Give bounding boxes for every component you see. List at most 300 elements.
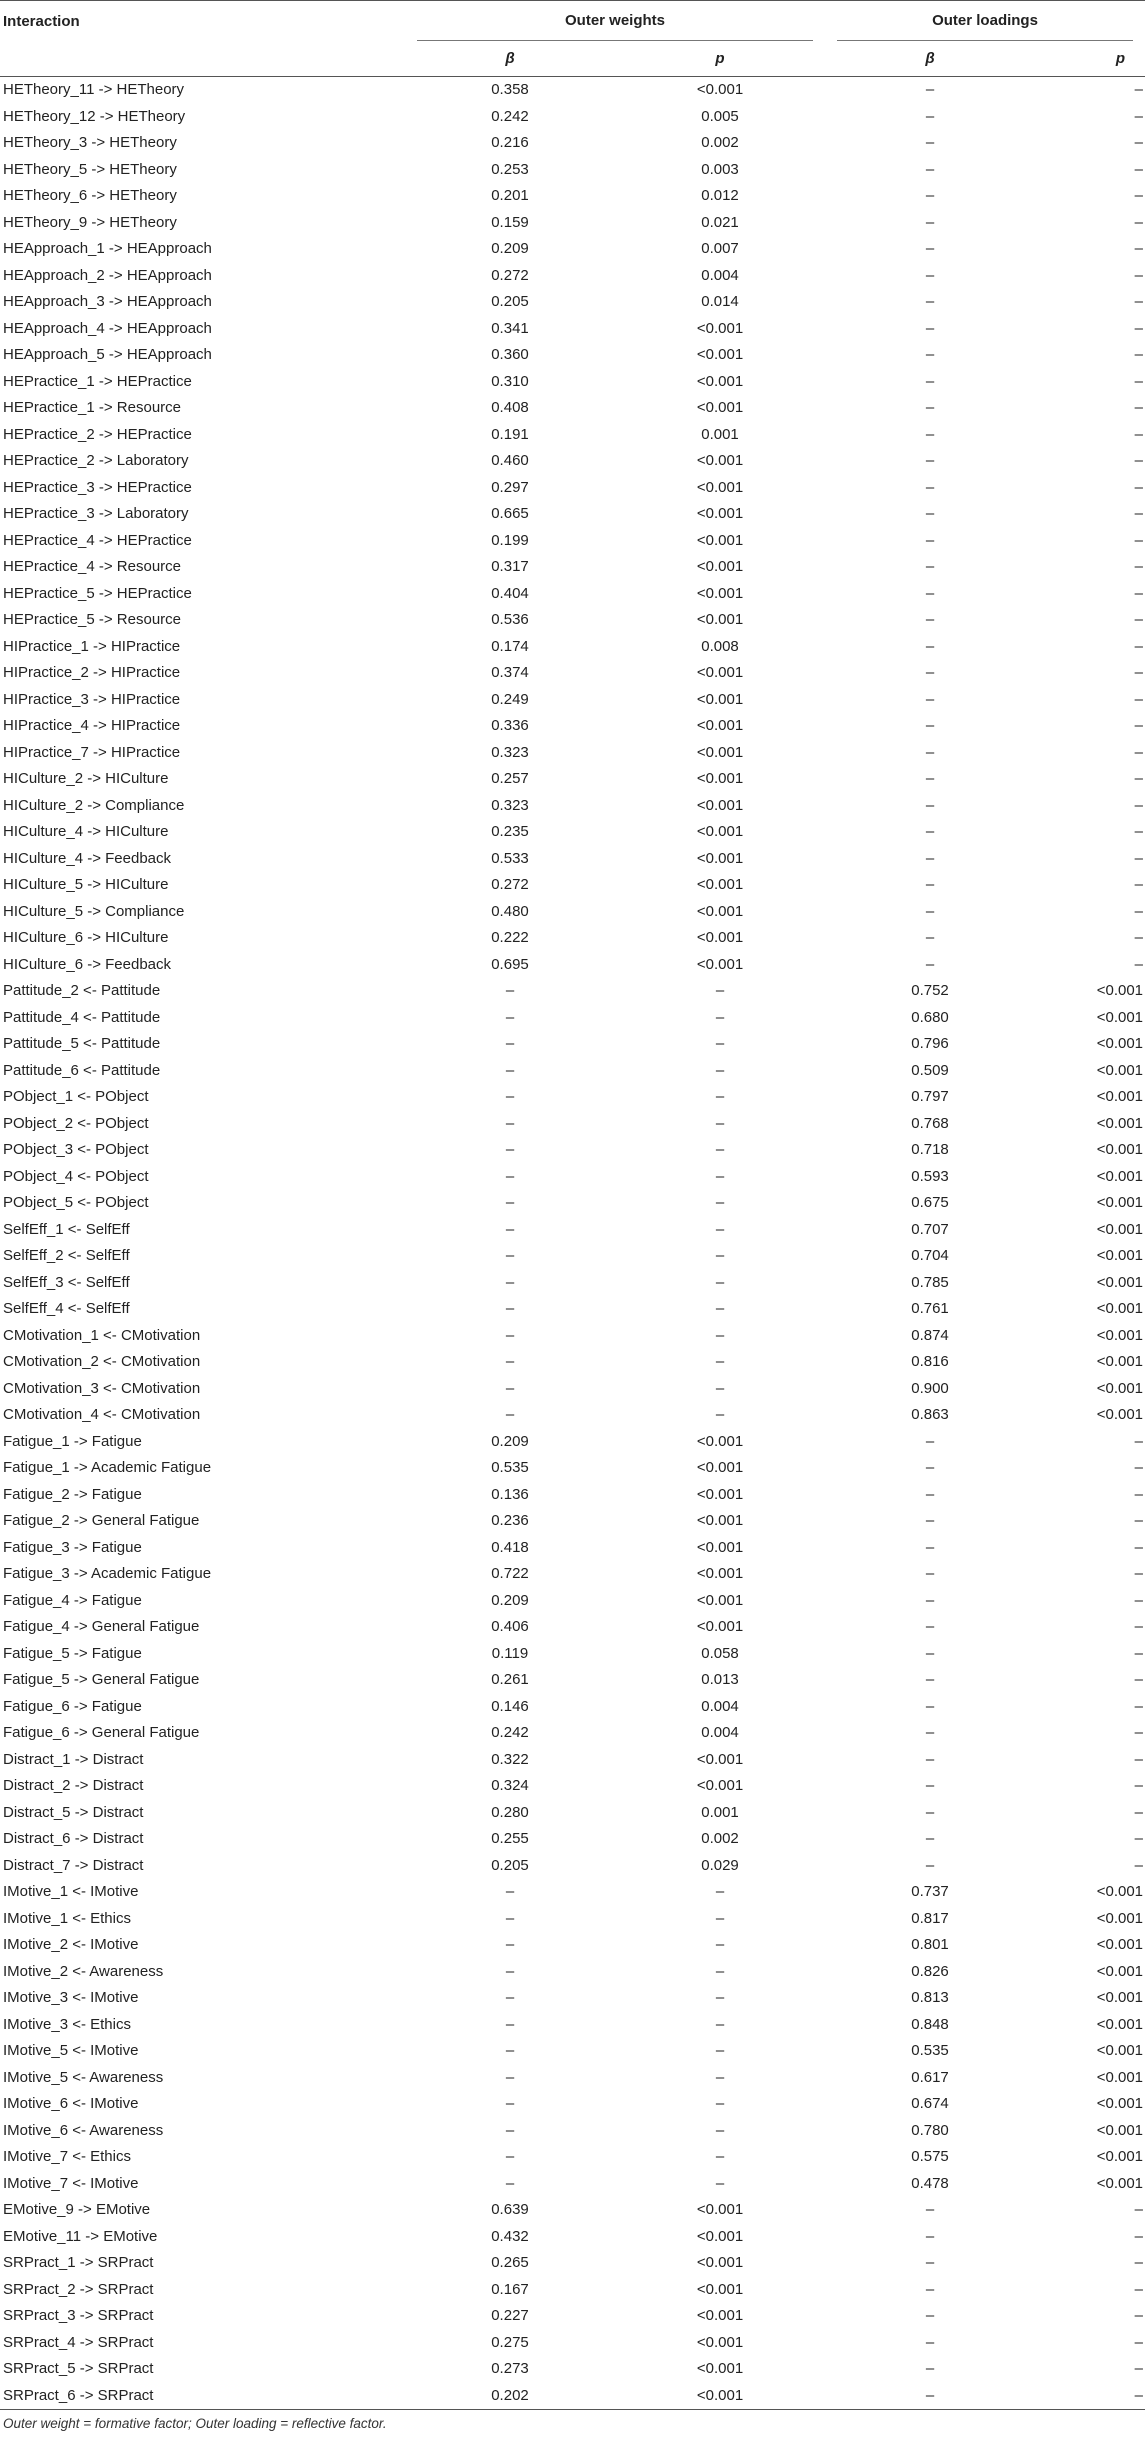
interaction-cell: IMotive_7 <- IMotive	[3, 2174, 139, 2192]
outer-weight-beta-cell: 0.257	[491, 770, 529, 787]
outer-loading-p-cell: –	[1134, 929, 1144, 946]
outer-loading-beta-cell: 0.826	[911, 1962, 949, 1980]
outer-weight-beta-cell: 0.324	[491, 1777, 529, 1794]
outer-weight-beta-cell: 0.159	[491, 213, 529, 231]
table-row	[0, 1376, 1145, 1403]
table-row	[0, 925, 1145, 952]
outer-weight-beta-cell: 0.227	[491, 2307, 529, 2324]
table-row	[0, 2144, 1145, 2171]
outer-weight-p-cell: –	[715, 1406, 725, 1423]
table-row	[0, 1482, 1145, 1509]
table-row	[0, 1773, 1145, 1800]
outer-weight-p-cell: 0.013	[701, 1671, 739, 1688]
interaction-cell: CMotivation_2 <- CMotivation	[3, 1353, 201, 1370]
outer-loading-beta-cell: –	[925, 558, 935, 575]
interaction-cell: HEApproach_1 -> HEApproach	[3, 240, 212, 257]
outer-loading-p-cell: –	[1134, 849, 1144, 867]
outer-weight-beta-cell: 0.136	[491, 1485, 529, 1503]
table-row	[0, 660, 1145, 687]
interaction-cell: HEApproach_4 -> HEApproach	[3, 319, 212, 337]
table-row	[0, 1084, 1145, 1111]
outer-weight-beta-cell: –	[505, 1989, 515, 2006]
outer-loading-p-cell: –	[1134, 531, 1144, 549]
outer-loading-beta-cell: –	[925, 160, 935, 178]
outer-weight-p-cell: –	[715, 1247, 725, 1264]
outer-weight-beta-cell: –	[505, 2148, 515, 2165]
outer-loading-p-cell: –	[1134, 478, 1144, 496]
table-row	[0, 1694, 1145, 1721]
outer-loading-p-cell: <0.001	[1096, 1035, 1144, 1052]
outer-weight-p-cell: <0.001	[696, 346, 744, 363]
outer-weight-p-cell: 0.004	[701, 1724, 739, 1741]
table-row	[0, 236, 1145, 263]
interaction-cell: HEPractice_2 -> HEPractice	[3, 425, 192, 443]
outer-weight-beta-cell: 0.191	[491, 425, 529, 443]
table-row	[0, 1429, 1145, 1456]
table-row	[0, 1349, 1145, 1376]
outer-weight-beta-cell: 0.209	[491, 240, 529, 257]
interaction-cell: EMotive_9 -> EMotive	[3, 2201, 151, 2218]
table-row	[0, 157, 1145, 184]
outer-weight-p-cell: <0.001	[696, 2333, 744, 2351]
interaction-cell: SRPract_5 -> SRPract	[3, 2360, 154, 2377]
interaction-cell: HEPractice_5 -> Resource	[3, 611, 181, 628]
outer-weight-beta-cell: 0.249	[491, 690, 529, 708]
interaction-cell: HICulture_2 -> HICulture	[3, 770, 169, 787]
outer-loading-beta-cell: –	[925, 1459, 935, 1476]
table-row	[0, 2091, 1145, 2118]
table-row	[0, 581, 1145, 608]
outer-loading-beta-cell: –	[925, 743, 935, 761]
outer-loading-p-cell: –	[1134, 1856, 1144, 1874]
outer-weight-beta-cell: –	[505, 1141, 515, 1158]
outer-loading-beta-cell: 0.680	[911, 1008, 949, 1026]
outer-weight-beta-cell: –	[505, 1936, 515, 1953]
outer-loading-beta-cell: –	[925, 584, 935, 602]
loadings-p-header: p	[1035, 41, 1145, 77]
table-row	[0, 793, 1145, 820]
table-row	[0, 1641, 1145, 1668]
outer-loading-beta-cell: 0.718	[911, 1141, 949, 1158]
outer-weight-p-cell: <0.001	[696, 2307, 744, 2324]
outer-loading-p-cell: –	[1134, 1644, 1144, 1662]
table-row	[0, 1243, 1145, 1270]
outer-loading-p-cell: –	[1134, 107, 1144, 125]
outer-weight-p-cell: <0.001	[696, 2360, 744, 2377]
outer-weight-p-cell: <0.001	[696, 1459, 744, 1476]
outer-loading-p-cell: –	[1134, 1803, 1144, 1821]
interaction-cell: SelfEff_2 <- SelfEff	[3, 1247, 130, 1264]
outer-loading-beta-cell: –	[925, 611, 935, 628]
outer-loading-p-cell: –	[1134, 876, 1144, 893]
outer-weight-p-cell: 0.002	[701, 1830, 739, 1847]
outer-weight-beta-cell: 0.265	[491, 2254, 529, 2271]
outer-loading-beta-cell: 0.761	[911, 1300, 949, 1317]
table-row	[0, 1402, 1145, 1429]
outer-weight-beta-cell: 0.408	[491, 399, 529, 416]
outer-loading-beta-cell: –	[925, 1856, 935, 1874]
outer-weight-beta-cell: 0.432	[491, 2227, 529, 2245]
outer-weight-p-cell: –	[715, 1909, 725, 1927]
outer-weight-beta-cell: 0.418	[491, 1538, 529, 1556]
outer-loading-beta-cell: 0.575	[911, 2148, 949, 2165]
table-row	[0, 2356, 1145, 2383]
outer-loading-beta-cell: 0.817	[911, 1909, 949, 1927]
outer-weight-beta-cell: 0.404	[491, 584, 529, 602]
outer-weight-p-cell: <0.001	[696, 372, 744, 390]
outer-loading-beta-cell: –	[925, 81, 935, 98]
interaction-cell: PObject_4 <- PObject	[3, 1167, 149, 1185]
outer-loading-p-cell: <0.001	[1096, 982, 1144, 999]
outer-weight-p-cell: <0.001	[696, 849, 744, 867]
outer-weight-p-cell: <0.001	[696, 584, 744, 602]
outer-loading-beta-cell: –	[925, 266, 935, 284]
outer-weight-beta-cell: 0.480	[491, 902, 529, 920]
interaction-cell: HEPractice_4 -> Resource	[3, 558, 181, 575]
outer-loading-p-cell: <0.001	[1096, 1300, 1144, 1317]
outer-loading-p-cell: –	[1134, 372, 1144, 390]
interaction-cell: CMotivation_1 <- CMotivation	[3, 1326, 201, 1344]
outer-weight-beta-cell: 0.665	[491, 505, 529, 522]
table-row	[0, 2250, 1145, 2277]
outer-weight-beta-cell: 0.533	[491, 849, 529, 867]
interaction-cell: HEApproach_3 -> HEApproach	[3, 293, 212, 310]
outer-loading-beta-cell: 0.675	[911, 1194, 949, 1211]
outer-loading-p-cell: <0.001	[1096, 1883, 1144, 1900]
outer-loading-beta-cell: 0.780	[911, 2121, 949, 2139]
outer-weight-p-cell: –	[715, 1220, 725, 1238]
outer-loading-p-cell: –	[1134, 240, 1144, 257]
outer-loading-beta-cell: –	[925, 796, 935, 814]
outer-loading-p-cell: <0.001	[1096, 1194, 1144, 1211]
outer-weight-p-cell: –	[715, 1008, 725, 1026]
outer-loading-p-cell: –	[1134, 1724, 1144, 1741]
outer-weight-beta-cell: –	[505, 1909, 515, 1927]
outer-weight-p-cell: <0.001	[696, 1565, 744, 1582]
outer-weight-beta-cell: 0.205	[491, 293, 529, 310]
outer-weight-p-cell: –	[715, 2148, 725, 2165]
table-row	[0, 2012, 1145, 2039]
outer-loading-beta-cell: –	[925, 1618, 935, 1635]
interaction-cell: IMotive_1 <- Ethics	[3, 1909, 131, 1927]
outer-weight-beta-cell: 0.216	[491, 134, 529, 151]
interaction-cell: HETheory_9 -> HETheory	[3, 213, 177, 231]
outer-loading-p-cell: <0.001	[1096, 1353, 1144, 1370]
outer-loading-beta-cell: –	[925, 690, 935, 708]
table-row	[0, 1111, 1145, 1138]
outer-loading-beta-cell: –	[925, 1644, 935, 1662]
outer-loading-p-cell: <0.001	[1096, 1406, 1144, 1423]
outer-weight-p-cell: –	[715, 2015, 725, 2033]
outer-weight-p-cell: 0.014	[701, 293, 739, 310]
outer-weight-p-cell: –	[715, 1167, 725, 1185]
outer-loading-beta-cell: –	[925, 1512, 935, 1529]
outer-loading-p-cell: –	[1134, 584, 1144, 602]
outer-weight-beta-cell: 0.273	[491, 2360, 529, 2377]
outer-weight-p-cell: <0.001	[696, 399, 744, 416]
table-row	[0, 1800, 1145, 1827]
outer-loading-beta-cell: –	[925, 929, 935, 946]
outer-loading-beta-cell: –	[925, 1565, 935, 1582]
outer-weight-p-cell: 0.005	[701, 107, 739, 125]
outer-loading-p-cell: –	[1134, 187, 1144, 204]
outer-weight-p-cell: 0.021	[701, 213, 739, 231]
outer-loading-p-cell: –	[1134, 2360, 1144, 2377]
interaction-cell: HEPractice_3 -> HEPractice	[3, 478, 192, 496]
outer-loading-p-cell: –	[1134, 425, 1144, 443]
table-row	[0, 1031, 1145, 1058]
outer-weight-beta-cell: 0.272	[491, 876, 529, 893]
outer-loading-beta-cell: 0.848	[911, 2015, 949, 2033]
outer-weight-p-cell: <0.001	[696, 796, 744, 814]
outer-loading-beta-cell: –	[925, 2227, 935, 2245]
outer-loading-beta-cell: –	[925, 2201, 935, 2218]
outer-loading-beta-cell: –	[925, 1750, 935, 1768]
table-row	[0, 2197, 1145, 2224]
outer-loading-p-cell: <0.001	[1096, 1962, 1144, 1980]
table-row	[0, 448, 1145, 475]
outer-weight-p-cell: <0.001	[696, 505, 744, 522]
outer-loading-beta-cell: 0.816	[911, 1353, 949, 1370]
blank-header-cell	[0, 41, 405, 77]
interaction-cell: IMotive_3 <- Ethics	[3, 2015, 131, 2033]
outer-weight-beta-cell: –	[505, 1008, 515, 1026]
interaction-cell: IMotive_2 <- Awareness	[3, 1962, 164, 1980]
outer-weight-p-cell: <0.001	[696, 2227, 744, 2245]
outer-weight-p-cell: <0.001	[696, 717, 744, 734]
weights-beta-header: β	[405, 41, 615, 77]
outer-loading-p-cell: <0.001	[1096, 1088, 1144, 1105]
outer-weight-beta-cell: 0.261	[491, 1671, 529, 1688]
interaction-cell: Fatigue_4 -> Fatigue	[3, 1591, 142, 1609]
interaction-cell: Distract_5 -> Distract	[3, 1803, 144, 1821]
outer-weight-p-cell: <0.001	[696, 664, 744, 681]
outer-loading-p-cell: –	[1134, 1830, 1144, 1847]
outer-loading-beta-cell: 0.535	[911, 2042, 949, 2059]
outer-loading-beta-cell: –	[925, 399, 935, 416]
interaction-cell: SRPract_3 -> SRPract	[3, 2307, 154, 2324]
table-header	[0, 1, 1145, 77]
outer-weight-beta-cell: 0.174	[491, 637, 529, 655]
outer-loading-beta-cell: –	[925, 452, 935, 469]
outer-loading-beta-cell: –	[925, 1777, 935, 1794]
table-row	[0, 819, 1145, 846]
outer-loading-p-cell: –	[1134, 2333, 1144, 2351]
outer-loading-p-cell: –	[1134, 558, 1144, 575]
outer-loading-p-cell: –	[1134, 266, 1144, 284]
outer-weight-p-cell: <0.001	[696, 2280, 744, 2298]
interaction-cell: HEPractice_1 -> Resource	[3, 399, 181, 416]
table-row	[0, 1535, 1145, 1562]
outer-loading-p-cell: <0.001	[1096, 2042, 1144, 2059]
outer-weight-beta-cell: 0.202	[405, 2383, 615, 2410]
outer-loading-beta-cell: 0.737	[911, 1883, 949, 1900]
loadings-beta-header: β	[825, 41, 1035, 77]
table-row	[0, 1614, 1145, 1641]
outer-weight-p-cell: <0.001	[696, 955, 744, 973]
table-body	[0, 77, 1145, 2410]
interaction-cell: HEApproach_2 -> HEApproach	[3, 266, 212, 284]
interaction-cell: Pattitude_5 <- Pattitude	[3, 1035, 161, 1052]
table-row	[0, 554, 1145, 581]
outer-weight-p-cell: <0.001	[696, 823, 744, 840]
outer-loading-p-cell: –	[1134, 1777, 1144, 1794]
outer-weight-beta-cell: –	[505, 2095, 515, 2112]
interaction-cell: HEApproach_5 -> HEApproach	[3, 346, 212, 363]
outer-loading-p-cell: –	[1134, 1485, 1144, 1503]
weights-p-header: p	[615, 41, 825, 77]
outer-weight-p-cell: <0.001	[696, 690, 744, 708]
outer-weight-beta-cell: 0.280	[491, 1803, 529, 1821]
outer-weight-p-cell: <0.001	[696, 929, 744, 946]
table-row	[0, 1005, 1145, 1032]
outer-weight-beta-cell: –	[505, 1088, 515, 1105]
outer-loading-beta-cell: –	[925, 1671, 935, 1688]
interaction-cell: IMotive_1 <- IMotive	[3, 1883, 139, 1900]
outer-loading-p-cell: <0.001	[1096, 1379, 1144, 1397]
table-row	[0, 528, 1145, 555]
outer-loading-p-cell: –	[1134, 770, 1144, 787]
interaction-cell: HETheory_6 -> HETheory	[3, 187, 177, 204]
outer-loading-p-cell: –	[1134, 955, 1144, 973]
outer-loading-beta-cell: –	[925, 293, 935, 310]
outer-loading-p-cell: –	[1134, 1618, 1144, 1635]
outer-loading-beta-cell: 0.797	[911, 1088, 949, 1105]
interaction-cell: HICulture_5 -> HICulture	[3, 876, 169, 893]
outer-loading-beta-cell: –	[925, 955, 935, 973]
outer-loading-beta-cell: 0.752	[911, 982, 949, 999]
outer-weight-p-cell: <0.001	[696, 1618, 744, 1635]
outer-weight-p-cell: –	[715, 1353, 725, 1370]
table-row	[0, 475, 1145, 502]
outer-weight-p-cell: <0.001	[696, 2254, 744, 2271]
outer-weight-beta-cell: 0.336	[491, 717, 529, 734]
outer-loading-p-cell: <0.001	[1096, 2015, 1144, 2033]
outer-weight-beta-cell: –	[505, 1379, 515, 1397]
outer-weight-beta-cell: 0.317	[491, 558, 529, 575]
outer-weight-beta-cell: –	[505, 1300, 515, 1317]
outer-loading-p-cell: –	[1134, 1538, 1144, 1556]
outer-loading-p-cell: –	[1134, 399, 1144, 416]
outer-loading-beta-cell: –	[925, 134, 935, 151]
outer-loading-beta-cell: 0.617	[911, 2068, 949, 2086]
outer-loading-beta-cell: –	[925, 505, 935, 522]
interaction-cell: HETheory_3 -> HETheory	[3, 134, 177, 151]
outer-loading-p-cell: <0.001	[1096, 1220, 1144, 1238]
outer-loading-p-cell: –	[1134, 1459, 1144, 1476]
interaction-cell: PObject_1 <- PObject	[3, 1088, 149, 1105]
outer-loading-beta-cell: –	[925, 1432, 935, 1450]
outer-weight-p-cell: 0.058	[701, 1644, 739, 1662]
table-row	[0, 210, 1145, 237]
interaction-cell: SRPract_6 -> SRPract	[0, 2383, 405, 2410]
outer-weight-p-cell: –	[715, 1962, 725, 1980]
outer-weight-beta-cell: 0.235	[491, 823, 529, 840]
outer-weight-beta-cell: –	[505, 1220, 515, 1238]
interaction-cell: IMotive_5 <- Awareness	[3, 2068, 164, 2086]
table-row	[0, 2118, 1145, 2145]
outer-loading-beta-cell: –	[825, 2383, 1035, 2410]
outer-weight-beta-cell: 0.253	[491, 160, 529, 178]
table-row	[0, 899, 1145, 926]
table-row	[0, 687, 1145, 714]
interaction-cell: HICulture_4 -> Feedback	[3, 849, 172, 867]
table-row	[0, 316, 1145, 343]
outer-weight-beta-cell: –	[505, 1167, 515, 1185]
outer-weight-beta-cell: 0.639	[491, 2201, 529, 2218]
outer-loading-beta-cell: –	[925, 717, 935, 734]
outer-weight-p-cell: –	[715, 1114, 725, 1132]
interaction-cell: IMotive_6 <- IMotive	[3, 2095, 139, 2112]
outer-weight-p-cell: <0.001	[696, 2201, 744, 2218]
outer-weight-beta-cell: 0.323	[491, 743, 529, 761]
interaction-cell: SRPract_1 -> SRPract	[3, 2254, 154, 2271]
outer-weight-p-cell: –	[715, 1936, 725, 1953]
interaction-cell: Distract_6 -> Distract	[3, 1830, 144, 1847]
outer-loading-p-cell: <0.001	[1096, 1247, 1144, 1264]
interaction-cell: SRPract_2 -> SRPract	[3, 2280, 154, 2298]
outer-loading-beta-cell: 0.704	[911, 1247, 949, 1264]
outer-weight-p-cell: –	[715, 1273, 725, 1291]
outer-weight-beta-cell: 0.358	[491, 81, 529, 98]
table-row	[0, 77, 1145, 104]
outer-loading-p-cell: –	[1134, 796, 1144, 814]
outer-loading-p-cell: –	[1134, 2280, 1144, 2298]
outer-loading-beta-cell: –	[925, 1591, 935, 1609]
interaction-cell: Fatigue_3 -> Academic Fatigue	[3, 1565, 212, 1582]
interaction-cell: HETheory_12 -> HETheory	[3, 107, 186, 125]
interaction-cell: HEPractice_5 -> HEPractice	[3, 584, 192, 602]
table-row	[0, 289, 1145, 316]
outer-loading-beta-cell: –	[925, 531, 935, 549]
table-row	[0, 2038, 1145, 2065]
outer-weight-beta-cell: 0.406	[491, 1618, 529, 1635]
outer-weight-p-cell: <0.001	[696, 902, 744, 920]
outer-loading-p-cell: –	[1134, 505, 1144, 522]
interaction-cell: Pattitude_2 <- Pattitude	[3, 982, 161, 999]
outer-weight-beta-cell: –	[505, 2121, 515, 2139]
table-row	[0, 1561, 1145, 1588]
table-row	[0, 740, 1145, 767]
table-row	[0, 1058, 1145, 1085]
outer-weight-p-cell: <0.001	[696, 1750, 744, 1768]
table-row	[0, 1217, 1145, 1244]
outer-loading-p-cell: –	[1134, 637, 1144, 655]
table-row	[0, 634, 1145, 661]
outer-weight-beta-cell: –	[505, 1114, 515, 1132]
table-row	[0, 1455, 1145, 1482]
outer-loading-p-cell: –	[1134, 81, 1144, 98]
interaction-cell: HEPractice_4 -> HEPractice	[3, 531, 192, 549]
outer-weight-p-cell: 0.012	[701, 187, 739, 204]
outer-loading-p-cell: –	[1134, 2254, 1144, 2271]
outer-loading-beta-cell: –	[925, 2254, 935, 2271]
interaction-cell: Fatigue_3 -> Fatigue	[3, 1538, 142, 1556]
outer-loading-beta-cell: 0.478	[911, 2174, 949, 2192]
outer-weight-beta-cell: –	[505, 1035, 515, 1052]
interaction-cell: HIPractice_7 -> HIPractice	[3, 743, 181, 761]
interaction-cell: Fatigue_5 -> General Fatigue	[3, 1671, 200, 1688]
outer-weight-p-cell: 0.007	[701, 240, 739, 257]
interaction-cell: Fatigue_6 -> Fatigue	[3, 1697, 142, 1715]
outer-loading-p-cell: <0.001	[1096, 1114, 1144, 1132]
table-row	[0, 342, 1145, 369]
table-row	[0, 1164, 1145, 1191]
table-row	[0, 395, 1145, 422]
outer-loading-p-cell: –	[1134, 346, 1144, 363]
interaction-cell: Fatigue_1 -> Academic Fatigue	[3, 1459, 212, 1476]
outer-weight-beta-cell: 0.536	[491, 611, 529, 628]
